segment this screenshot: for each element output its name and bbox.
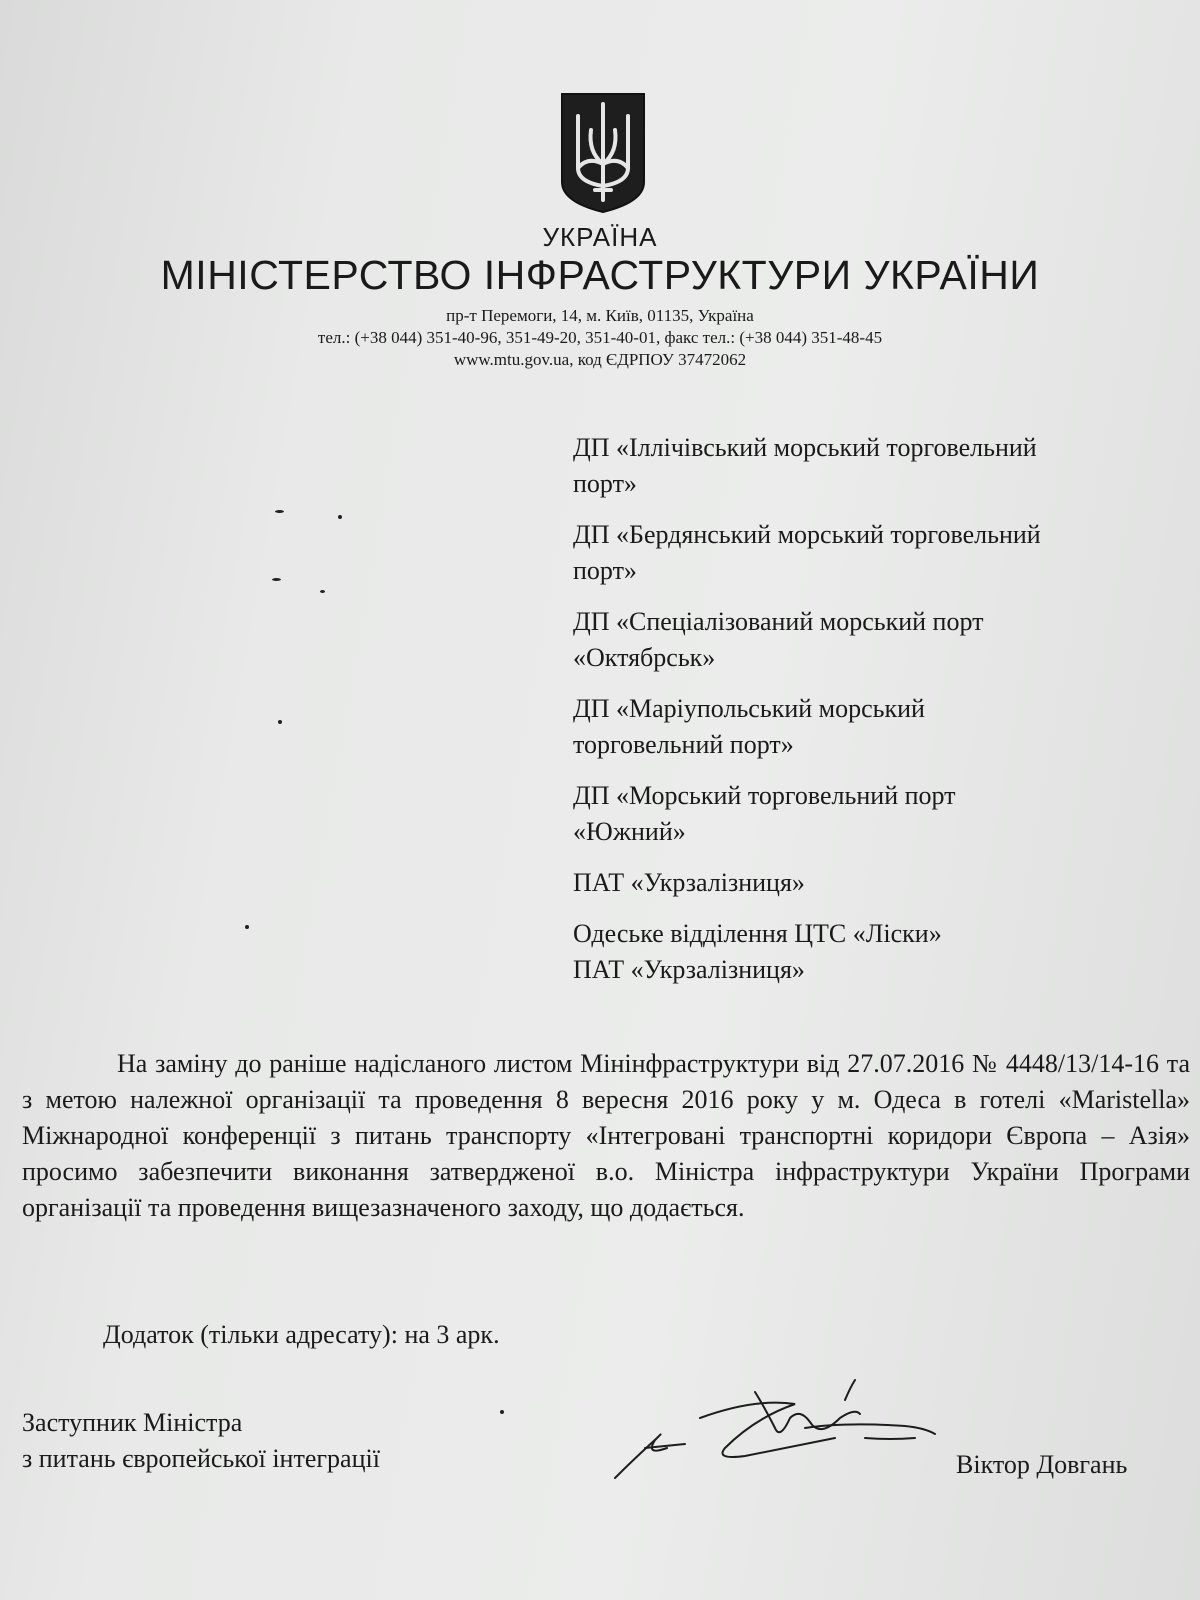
attachment-note: Додаток (тільки адресату): на 3 арк. — [103, 1320, 500, 1349]
signer-name: Віктор Довгань — [956, 1450, 1128, 1479]
ministry-name: МІНІСТЕРСТВО ІНФРАСТРУКТУРИ УКРАЇНИ — [160, 252, 1040, 298]
ink-speck — [320, 590, 325, 593]
signer-title: Заступник Міністра з питань європейської інтеграції — [22, 1408, 380, 1473]
coat-of-arms-icon — [558, 90, 648, 216]
country-name: УКРАЇНА — [542, 222, 658, 252]
ink-speck — [338, 515, 342, 519]
ministry-website-code: www.mtu.gov.ua, код ЄДРПОУ 37472062 — [453, 350, 747, 369]
addressee-list — [573, 430, 1173, 1003]
ink-speck — [500, 1410, 504, 1414]
addressee-item: ДП «Морський торговельний порт «Южний» — [573, 781, 956, 846]
ink-speck — [245, 925, 249, 929]
addressee-item: ПАТ «Укрзалізниця» — [573, 868, 805, 897]
addressee-item: Одеське відділення ЦТС «Ліски» ПАТ «Укрзалізниця» — [573, 919, 942, 984]
ministry-address: пр-т Перемоги, 14, м. Київ, 01135, Україна — [446, 306, 754, 325]
addressee-item: ДП «Бердянський морський торговельний порт» — [573, 520, 1041, 585]
addressee-item: ДП «Маріупольський морський торговельний порт» — [573, 694, 925, 759]
ministry-phones: тел.: (+38 044) 351-40-96, 351-49-20, 351-40-01, факс тел.: (+38 044) 351-48-45 — [317, 328, 883, 347]
addressee-item: ДП «Іллічівський морський торговельний порт» — [573, 433, 1037, 498]
ink-speck — [275, 510, 284, 513]
ink-speck — [278, 720, 282, 724]
letter-body: На заміну до раніше надісланого листом Мінінфраструктури від 27.07.2016 № 4448/13/14-16 та з метою належної організації та проведення 8 вересня 2016 року у м. Одеса в готелі «Maristella» Міжнародної конференції з питань транспорту «Інтегровані транспортні коридори Європа – Азія» просимо забезпечити виконання затвердженої в.о. Міністра інфраструктури України Програми організації та проведення вищезазначеного заходу, що додається. — [22, 1049, 1190, 1222]
addressee-item: ДП «Спеціалізований морський порт «Октябрськ» — [573, 607, 984, 672]
ink-speck — [272, 578, 281, 581]
handwritten-signature — [605, 1378, 945, 1488]
